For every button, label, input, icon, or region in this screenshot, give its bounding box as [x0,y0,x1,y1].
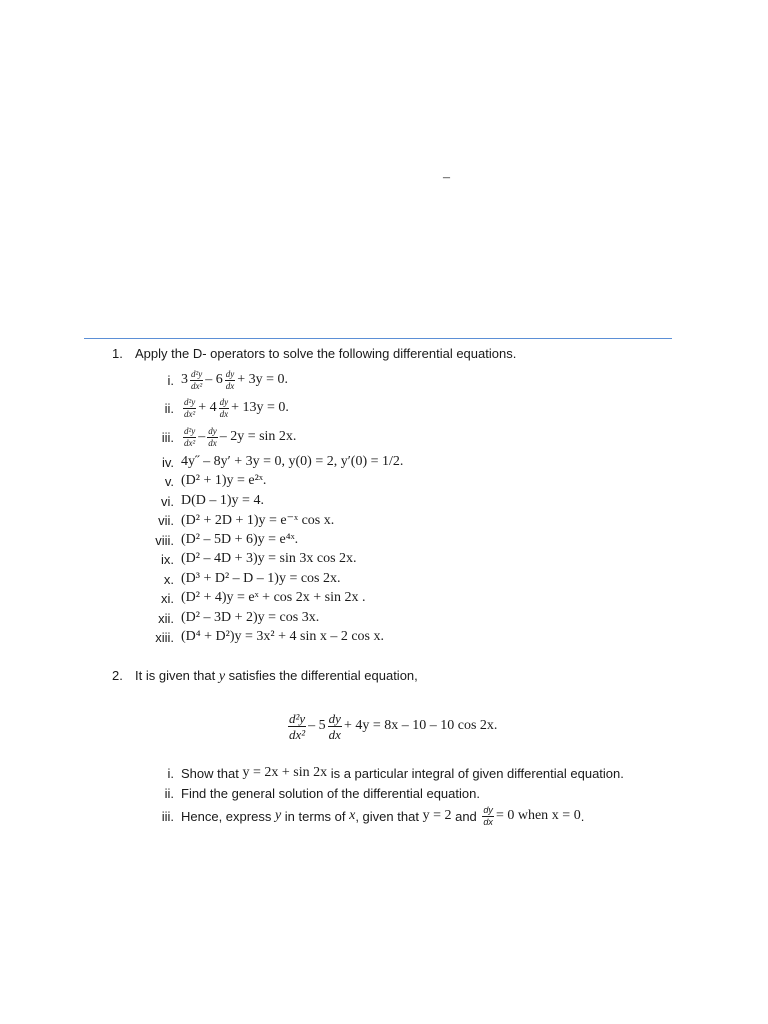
numerator: dy [225,368,235,379]
item-numeral: iii. [161,808,174,824]
denominator: dx [225,380,235,391]
equation-tail: – 2y = sin 2x. [219,429,297,444]
inline-math: x [349,808,356,823]
list-item [118,588,365,608]
inline-math: x = 0 [551,808,581,823]
question-number: 1. [112,346,123,361]
numerator: d²y [184,425,196,436]
item-numeral: iii. [161,429,174,445]
header-dash: – [443,170,450,185]
item-numeral: xiii. [155,629,174,645]
item-numeral: vii. [158,512,174,528]
operator: – [198,429,206,444]
equation-tail: + 3y = 0. [237,372,288,387]
question-prompt-b: satisfies the differential equation, [225,668,418,683]
item-numeral: vi. [161,493,174,509]
fraction [482,806,494,827]
list-item [118,569,341,589]
operator: + 4 [198,400,217,415]
equation: (D² – 5D + 6)y = e⁴ˣ. [181,532,299,547]
equation: (D² – 3D + 2)y = cos 3x. [181,610,320,625]
denominator: dx² [289,726,306,742]
list-item [118,783,480,803]
numerator: d²y [191,368,203,379]
list-item [118,806,584,826]
equation: 4y˝ – 8y′ + 3y = 0, y(0) = 2, y′(0) = 1/2. [181,454,404,469]
denominator: dx [208,437,217,448]
denominator: dx [219,408,229,419]
list-item [118,510,334,530]
list-item [118,427,296,447]
question-prompt: Apply the D- operators to solve the following differential equations. [135,346,517,361]
fraction [328,712,342,741]
question-1 [112,345,516,363]
list-item [118,627,384,647]
item-text: and [455,808,477,824]
inline-math: y = 2 [422,808,452,823]
fraction [183,398,196,419]
equation: D(D – 1)y = 4. [181,493,264,508]
item-text: in terms of [284,808,346,824]
numerator: dy [328,710,341,726]
item-text: Find the general solution of the differential equation. [181,785,480,801]
list-item [118,608,319,628]
list-item [118,452,403,472]
item-text: = 0 when [495,808,549,823]
item-text: is a particular integral of given differential equation. [330,765,624,781]
denominator: dx² [184,437,196,448]
numerator: dy [483,804,493,815]
list-item [118,763,624,783]
equation-tail: + 4y = 8x – 10 – 10 cos 2x. [343,718,498,733]
list-item [118,370,288,390]
equation: (D² – 4D + 3)y = sin 3x cos 2x. [181,551,357,566]
equation: (D⁴ + D²)y = 3x² + 4 sin x – 2 cos x. [181,629,385,644]
item-numeral: xi. [161,590,174,606]
item-numeral: v. [164,473,174,489]
list-item [118,530,298,550]
item-numeral: xii. [158,610,174,626]
item-numeral: viii. [155,532,174,548]
equation [181,398,289,419]
item-numeral: i. [167,372,174,388]
equation [181,370,288,391]
numerator: d²y [289,710,306,726]
list-item [118,549,357,569]
section-divider [84,338,672,339]
operator: – 5 [308,718,326,733]
item-numeral: ix. [161,551,174,567]
numerator: d²y [184,396,196,407]
numerator: dy [219,396,229,407]
fraction [190,370,203,391]
item-numeral: iv. [161,454,174,470]
equation: (D² + 2D + 1)y = e⁻ˣ cos x. [181,512,335,528]
item-numeral: ii. [164,785,174,801]
fraction [288,712,306,741]
question-var: y [218,669,226,684]
item-numeral: i. [167,765,174,781]
question-number: 2. [112,668,123,683]
equation-tail: + 13y = 0. [231,400,289,415]
equation: (D³ + D² – D – 1)y = cos 2x. [181,571,341,586]
fraction [207,427,218,448]
item-text: Show that [181,765,239,781]
item-text: , given that [355,808,419,824]
denominator: dx² [191,380,203,391]
fraction [183,427,196,448]
display-equation [286,706,497,746]
operator: – 6 [205,372,223,387]
item-text: . [580,808,585,824]
list-item [118,398,289,418]
item-text: Hence, express [181,808,272,824]
inline-math: y [274,808,282,823]
list-item [118,491,264,511]
question-prompt-a: It is given that [135,668,219,683]
fraction [219,398,230,419]
equation: (D² + 4)y = eˣ + cos 2x + sin 2x . [181,590,366,605]
coefficient: 3 [181,372,188,387]
denominator: dx² [184,408,196,419]
item-numeral: ii. [164,400,174,416]
numerator: dy [208,425,217,436]
inline-math: y = 2x + sin 2x [242,765,328,780]
list-item [118,471,266,491]
question-2 [112,667,418,686]
fraction [225,370,236,391]
denominator: dx [328,726,341,742]
item-numeral: x. [163,571,174,587]
equation [181,427,296,448]
denominator: dx [483,816,493,827]
equation: (D² + 1)y = e²ˣ. [181,473,267,488]
